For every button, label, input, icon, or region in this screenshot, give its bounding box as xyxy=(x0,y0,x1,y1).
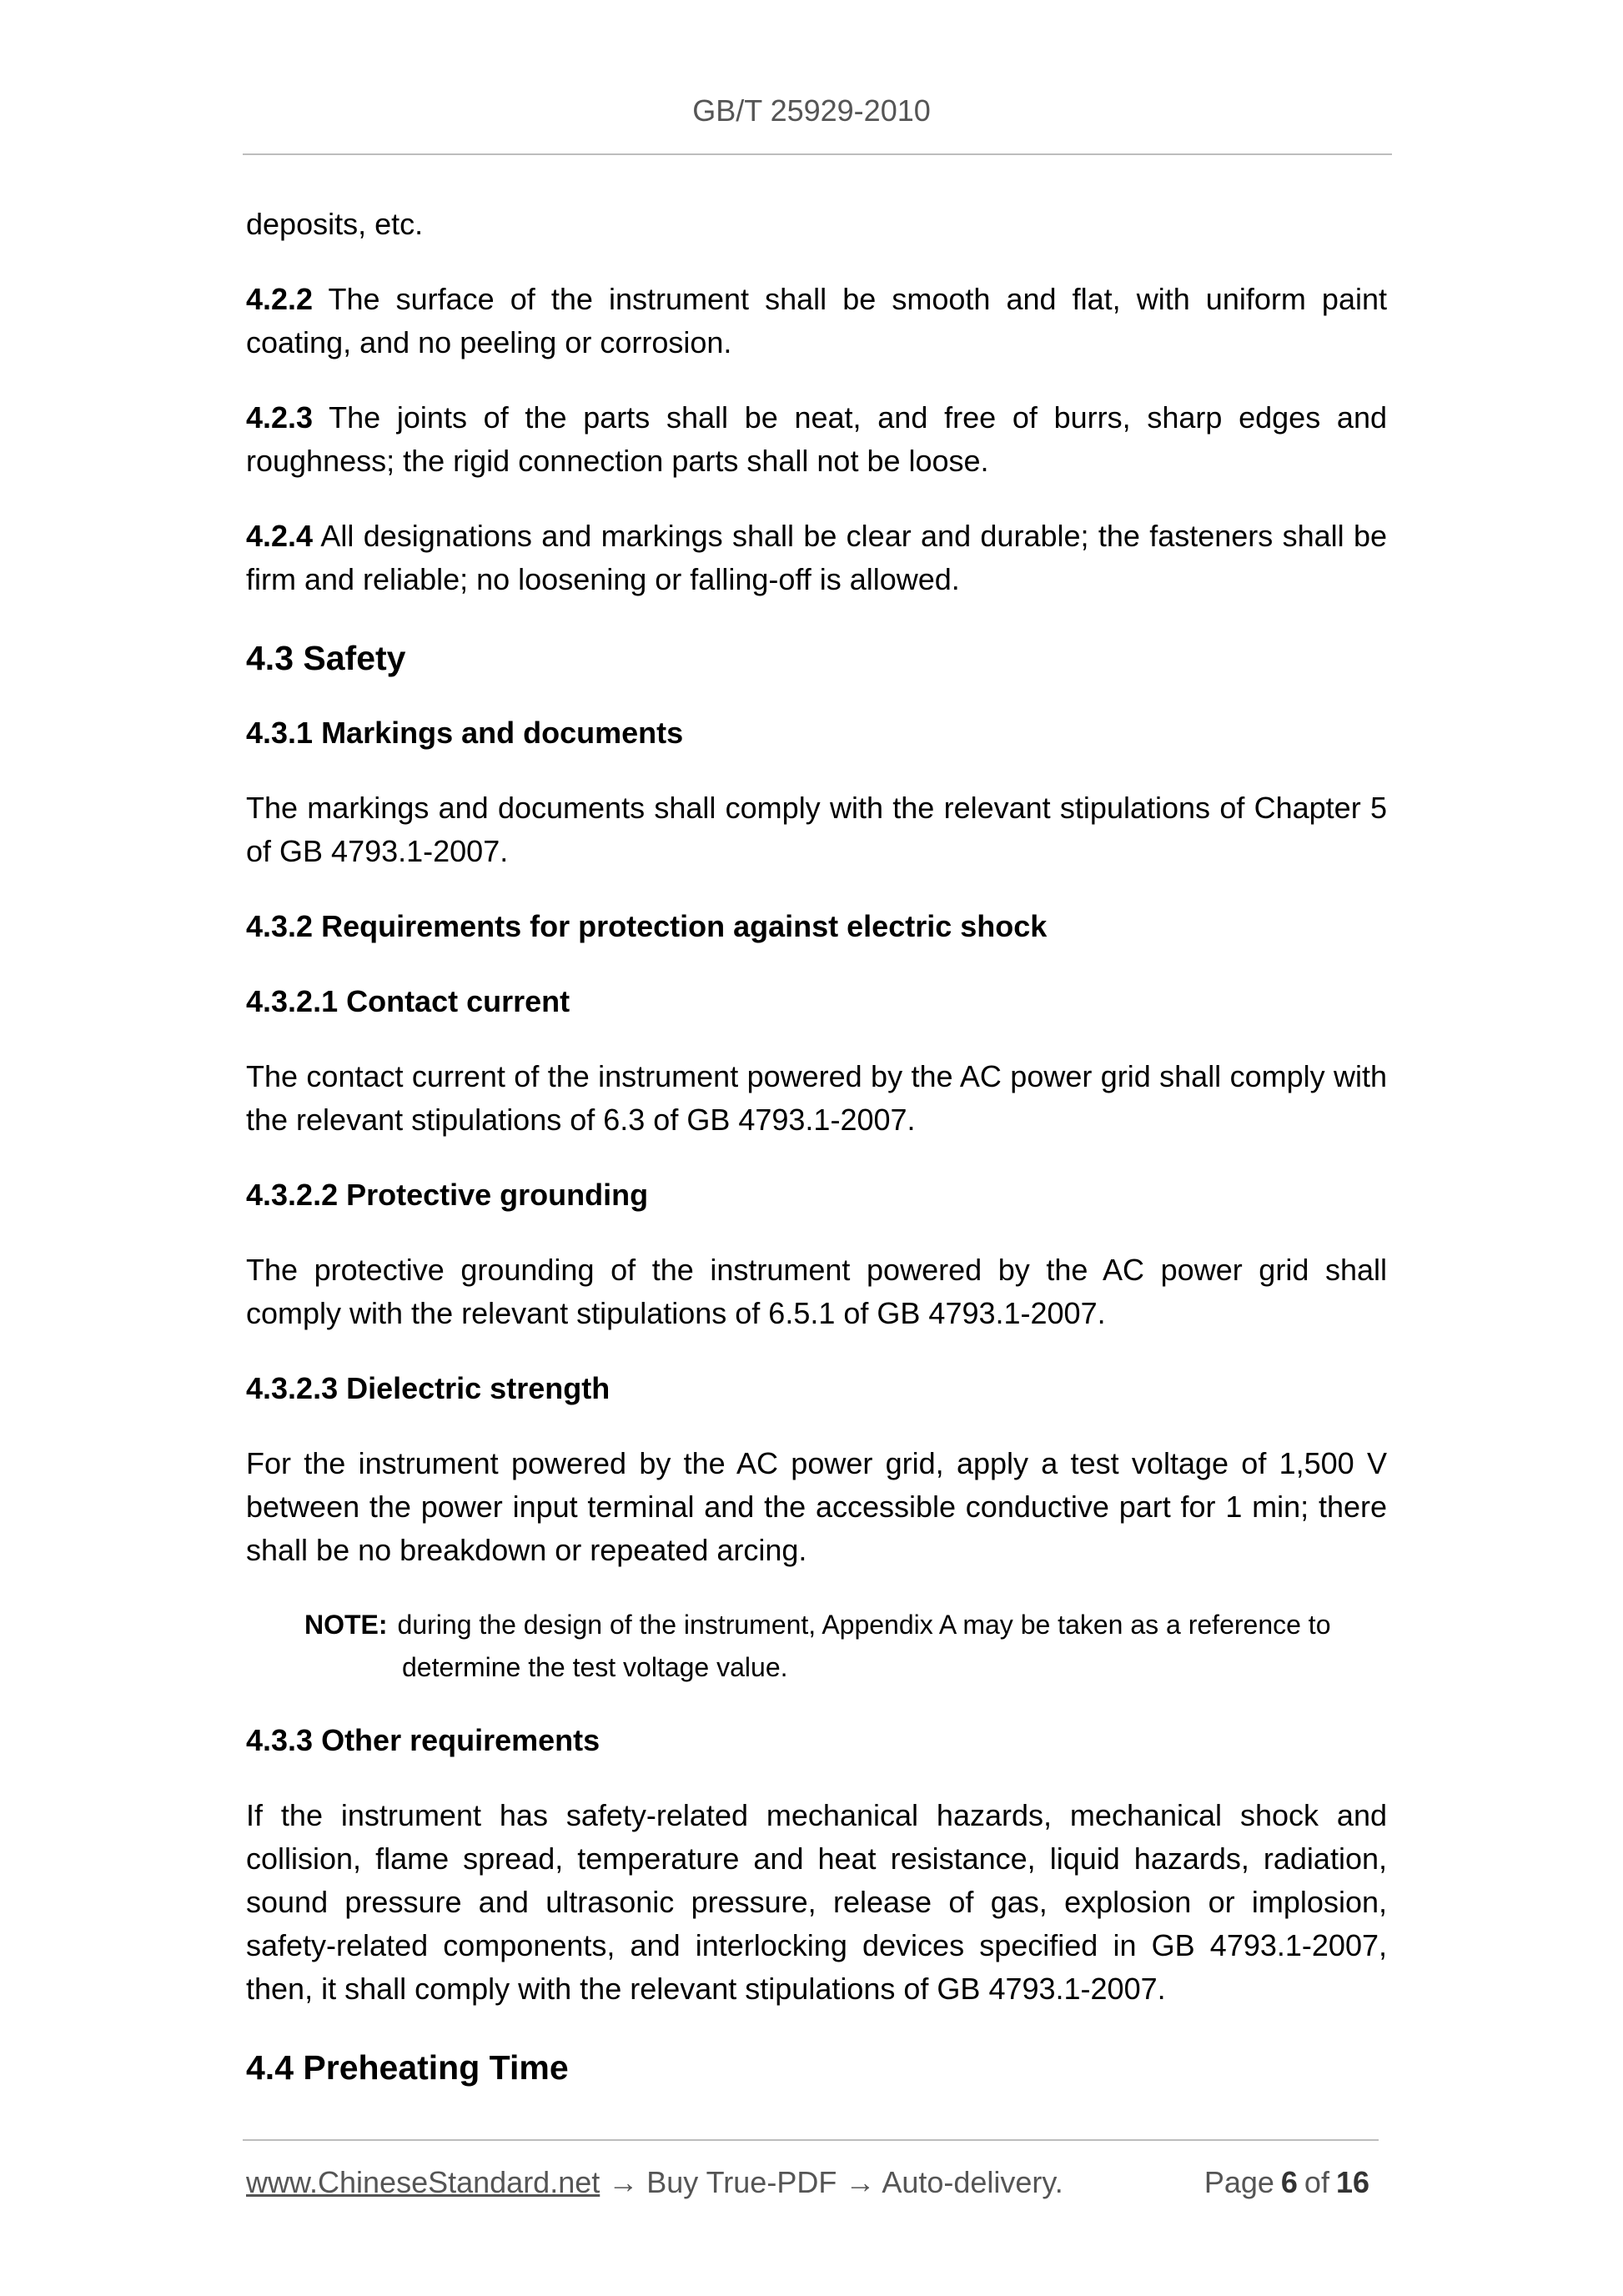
footer-promo xyxy=(246,2165,1063,2200)
subsection-heading-4-3-2: 4.3.2 Requirements for protection against electric shock xyxy=(246,909,1048,943)
clause-4-2-4 xyxy=(246,515,1387,601)
note-block xyxy=(304,1604,1387,1689)
page-indicator xyxy=(1204,2165,1376,2200)
page-word: Page xyxy=(1203,2165,1274,2199)
paragraph-4-3-2-2: The protective grounding of the instrument powered by the AC power grid shall comply with the relevant stipulations of 6.5.1 of GB 4793.1-2007. xyxy=(246,1253,1387,1330)
paragraph-4-3-2-3: For the instrument powered by the AC power grid, apply a test voltage of 1,500 V between the power input terminal and the accessible conductive part for 1 min; there shall be no breakdown or repeated arcing. xyxy=(246,1446,1387,1567)
paragraph-4-3-2-1: The contact current of the instrument powered by the AC power grid shall comply with the relevant stipulations of 6.3 of GB 4793.1-2007. xyxy=(246,1059,1387,1137)
paragraph-continued: deposits, etc. xyxy=(246,207,424,241)
document-body xyxy=(246,203,1387,2121)
clause-number: 4.2.3 xyxy=(246,400,314,435)
subsection-heading-4-3-3: 4.3.3 Other requirements xyxy=(246,1723,600,1757)
section-heading-4-3: 4.3 Safety xyxy=(246,639,406,677)
subsection-heading-4-3-2-2: 4.3.2.2 Protective grounding xyxy=(246,1178,649,1212)
page-total: 16 xyxy=(1335,2165,1369,2199)
website-link[interactable]: www.ChineseStandard.net xyxy=(246,2165,600,2199)
paragraph-4-3-1: The markings and documents shall comply with the relevant stipulations of Chapter 5 of GB 4793.1-2007. xyxy=(246,791,1387,868)
clause-4-2-2 xyxy=(246,278,1387,364)
of-word: of xyxy=(1304,2165,1329,2199)
clause-text: The surface of the instrument shall be smooth and flat, with uniform paint coating, and no peeling or corrosion. xyxy=(246,282,1387,359)
subsection-heading-4-3-2-3: 4.3.2.3 Dielectric strength xyxy=(246,1371,611,1405)
clause-text: All designations and markings shall be clear and durable; the fasteners shall be firm and reliable; no loosening or falling-off is allowed. xyxy=(246,519,1387,596)
paragraph-4-3-3: If the instrument has safety-related mechanical hazards, mechanical shock and collision, flame spread, temperature and heat resistance, liquid hazards, radiation, sound pressure and ultrasonic pressure, release of gas, explosion or implosion, safety-related components, and interlocking devices specified in GB 4793.1-2007, then, it shall comply with the relevant stipulations of GB 4793.1-2007. xyxy=(246,1798,1387,2006)
note-text-1: during the design of the instrument, Appendix A may be taken as a reference to xyxy=(397,1610,1331,1640)
subsection-heading-4-3-1: 4.3.1 Markings and documents xyxy=(246,716,684,750)
clause-4-2-3 xyxy=(246,396,1387,483)
note-text-2: determine the test voltage value. xyxy=(402,1652,788,1682)
subsection-heading-4-3-2-1: 4.3.2.1 Contact current xyxy=(246,984,570,1018)
page-header: GB/T 25929-2010 xyxy=(692,93,931,128)
footer-promo-text: → Buy True-PDF → Auto-delivery. xyxy=(600,2165,1063,2199)
note-line-1 xyxy=(304,1604,1387,1646)
footer-divider xyxy=(243,2139,1379,2141)
page-current: 6 xyxy=(1280,2165,1298,2199)
clause-number: 4.2.2 xyxy=(246,282,314,316)
clause-number: 4.2.4 xyxy=(246,519,314,553)
section-heading-4-4: 4.4 Preheating Time xyxy=(246,2048,569,2087)
header-divider xyxy=(243,153,1392,155)
clause-text: The joints of the parts shall be neat, and free of burrs, sharp edges and roughness; the rigid connection parts shall not be loose. xyxy=(246,400,1387,478)
note-label: NOTE: xyxy=(304,1610,388,1640)
